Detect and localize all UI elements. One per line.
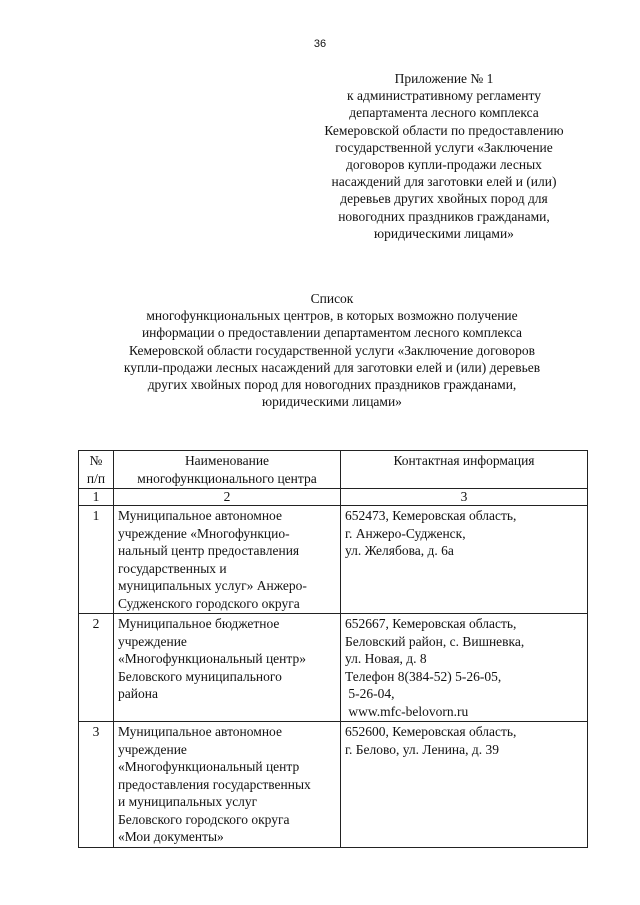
- row-name-line: Муниципальное автономное: [118, 508, 282, 523]
- row-contact-line: г. Белово, ул. Ленина, д. 39: [345, 741, 500, 757]
- row-name-line: Беловского муниципального: [118, 668, 282, 684]
- column-number-row: [79, 489, 588, 506]
- row-name: [114, 722, 341, 848]
- table-row: [79, 506, 588, 614]
- row-name-line: учреждение «Многофункцио-: [118, 525, 290, 541]
- list-title: Список: [310, 291, 354, 306]
- row-name-line: Беловского городского округа: [118, 811, 290, 827]
- header-contact: [341, 451, 588, 489]
- list-subtitle-line: многофункциональных центров, в которых возможно получение: [146, 308, 518, 324]
- page-number: 36: [313, 38, 327, 50]
- list-subtitle-line: купли-продажи лесных насаждений для заготовки елей и (или) деревьев: [123, 359, 541, 375]
- header-num-line: №: [89, 453, 103, 468]
- appendix-line: государственной услуги «Заключение: [335, 139, 553, 155]
- row-num: 3: [79, 722, 114, 848]
- appendix-header: [300, 70, 588, 242]
- row-name-line: «Многофункциональный центр: [118, 759, 300, 774]
- row-name: [114, 614, 341, 722]
- row-contact: [341, 614, 588, 722]
- column-number: 1: [79, 489, 114, 506]
- list-subtitle-line: Кемеровской области государственной услуги «Заключение договоров: [129, 342, 535, 358]
- row-name-line: Муниципальное автономное: [118, 724, 282, 739]
- list-subtitle-line: информации о предоставлении департаментом лесного комплекса: [141, 325, 523, 341]
- row-num: 2: [79, 614, 114, 722]
- row-contact: [341, 506, 588, 614]
- row-name-line: предоставления государственных: [118, 776, 311, 792]
- appendix-line: деревьев других хвойных пород для: [340, 191, 548, 207]
- row-name-line: Муниципальное бюджетное: [118, 616, 280, 631]
- list-subtitle-line: юридическими лицами»: [262, 394, 402, 410]
- row-contact-line: Телефон 8(384-52) 5-26-05,: [345, 668, 502, 684]
- row-name-line: Судженского городского округа: [118, 595, 300, 611]
- header-name-line: многофункционального центра: [137, 470, 317, 486]
- appendix-line: департамента лесного комплекса: [349, 105, 539, 121]
- row-contact-line: 5-26-04,: [345, 686, 395, 701]
- header-num: [79, 451, 114, 489]
- appendix-line: насаждений для заготовки елей и (или): [331, 174, 557, 190]
- row-num: 1: [79, 506, 114, 614]
- row-contact: [341, 722, 588, 848]
- row-name-line: государственных и: [118, 560, 227, 576]
- row-name-line: района: [118, 686, 158, 701]
- row-contact-line: ул. Желябова, д. 6а: [345, 543, 454, 558]
- row-name-line: «Мои документы»: [118, 829, 224, 844]
- column-number: 2: [114, 489, 341, 506]
- row-contact-website: www.mfc-belovorn.ru: [345, 703, 469, 719]
- header-name-line: Наименование: [184, 453, 270, 468]
- list-subtitle-line: других хвойных пород для новогодних праздников гражданами,: [147, 377, 517, 393]
- appendix-line: к административному регламенту: [347, 88, 541, 104]
- row-name-line: учреждение: [118, 633, 187, 649]
- appendix-line: новогодних праздников гражданами,: [338, 208, 550, 224]
- row-contact-line: ул. Новая, д. 8: [345, 651, 427, 666]
- row-name-line: муниципальных услуг» Анжеро-: [118, 578, 307, 593]
- appendix-line: Приложение № 1: [394, 71, 494, 86]
- row-contact-line: 652600, Кемеровская область,: [345, 724, 517, 739]
- row-name-line: нальный центр предоставления: [118, 543, 300, 558]
- column-number: 3: [341, 489, 588, 506]
- header-name: [114, 451, 341, 489]
- row-contact-line: 652473, Кемеровская область,: [345, 508, 517, 523]
- appendix-line: Кемеровской области по предоставлению: [324, 122, 564, 138]
- table-row: [79, 614, 588, 722]
- row-contact-line: г. Анжеро-Судженск,: [345, 525, 466, 541]
- row-name-line: учреждение: [118, 741, 187, 757]
- appendix-line: договоров купли-продажи лесных: [346, 157, 542, 173]
- appendix-line: юридическими лицами»: [374, 225, 514, 241]
- centers-table: [78, 450, 588, 848]
- table-header-row: [79, 451, 588, 489]
- row-name-line: «Многофункциональный центр»: [118, 651, 306, 666]
- header-num-line: п/п: [86, 470, 106, 486]
- table-row: [79, 722, 588, 848]
- row-name: [114, 506, 341, 614]
- row-name-line: и муниципальных услуг: [118, 794, 258, 809]
- header-contact-line: Контактная информация: [393, 453, 535, 468]
- list-heading: [70, 290, 594, 410]
- row-contact-line: Беловский район, с. Вишневка,: [345, 633, 525, 649]
- row-contact-line: 652667, Кемеровская область,: [345, 616, 517, 631]
